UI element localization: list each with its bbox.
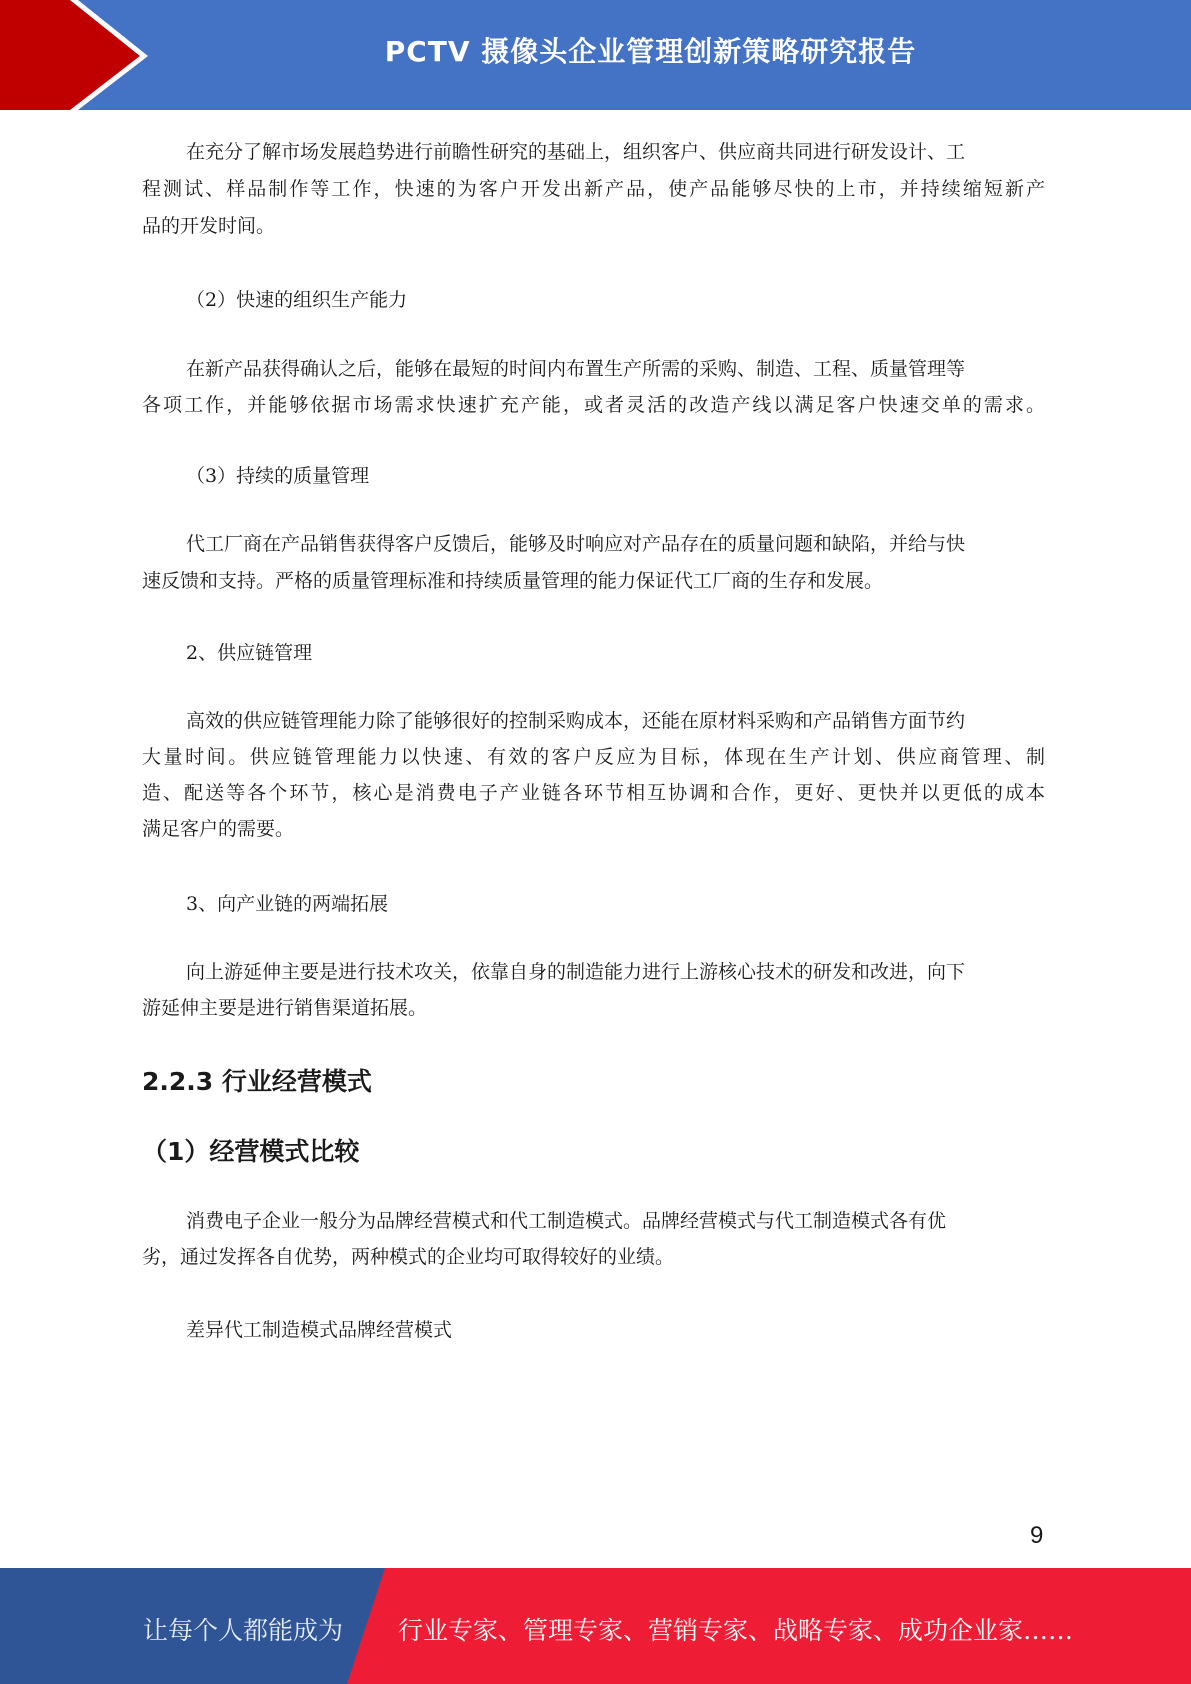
subsection-label: 2、供应链管理	[186, 642, 313, 664]
paragraph-line: 劣，通过发挥各自优势，两种模式的企业均可取得较好的业绩。	[142, 1246, 675, 1268]
table-caption-text: 差异代工制造模式品牌经营模式	[186, 1319, 453, 1341]
paragraph-line: 造、配送等各个环节，核心是消费电子产业链各环节相互协调和合作，更好、更快并以更低的成本	[142, 782, 1045, 804]
paragraph-line: 满足客户的需要。	[142, 818, 295, 840]
paragraph-line: 高效的供应链管理能力除了能够很好的控制采购成本，还能在原材料采购和产品销售方面节约	[186, 710, 966, 732]
paragraph-line: 品的开发时间。	[142, 215, 276, 237]
page-footer	[0, 1568, 1191, 1684]
paragraph-line: 速反馈和支持。严格的质量管理标准和持续质量管理的能力保证代工厂商的生存和发展。	[142, 570, 884, 592]
footer-slogan-right: 行业专家、管理专家、营销专家、战略专家、成功企业家……	[398, 1616, 1074, 1645]
report-title: PCTV 摄像头企业管理创新策略研究报告	[384, 35, 917, 68]
paragraph-line: 在充分了解市场发展趋势进行前瞻性研究的基础上，组织客户、供应商共同进行研发设计、工	[186, 141, 966, 163]
paragraph-line: 程测试、样品制作等工作，快速的为客户开发出新产品，使产品能够尽快的上市，并持续缩短新产	[142, 178, 1045, 200]
paragraph-line: 消费电子企业一般分为品牌经营模式和代工制造模式。品牌经营模式与代工制造模式各有优	[186, 1210, 947, 1232]
footer-slogan-left: 让每个人都能成为	[143, 1616, 344, 1645]
page-header	[0, 0, 1191, 110]
page-number: 9	[1030, 1522, 1044, 1549]
paragraph-line: 大量时间。供应链管理能力以快速、有效的客户反应为目标，体现在生产计划、供应商管理、制	[142, 746, 1045, 768]
subsection-label: （3）持续的质量管理	[186, 465, 370, 487]
paragraph-line: 在新产品获得确认之后，能够在最短的时间内布置生产所需的采购、制造、工程、质量管理等	[186, 358, 966, 380]
paragraph-line: 各项工作，并能够依据市场需求快速扩充产能，或者灵活的改造产线以满足客户快速交单的需求。	[142, 394, 1045, 416]
subsection-heading: （1）经营模式比较	[142, 1137, 360, 1166]
section-heading: 2.2.3 行业经营模式	[142, 1067, 372, 1096]
paragraph-line: 代工厂商在产品销售获得客户反馈后，能够及时响应对产品存在的质量问题和缺陷，并给与快	[186, 533, 966, 555]
paragraph-line: 向上游延伸主要是进行技术攻关，依靠自身的制造能力进行上游核心技术的研发和改进，向下	[186, 961, 966, 983]
paragraph-line: 游延伸主要是进行销售渠道拓展。	[142, 997, 428, 1019]
subsection-label: 3、向产业链的两端拓展	[186, 893, 389, 915]
subsection-label: （2）快速的组织生产能力	[186, 289, 408, 311]
